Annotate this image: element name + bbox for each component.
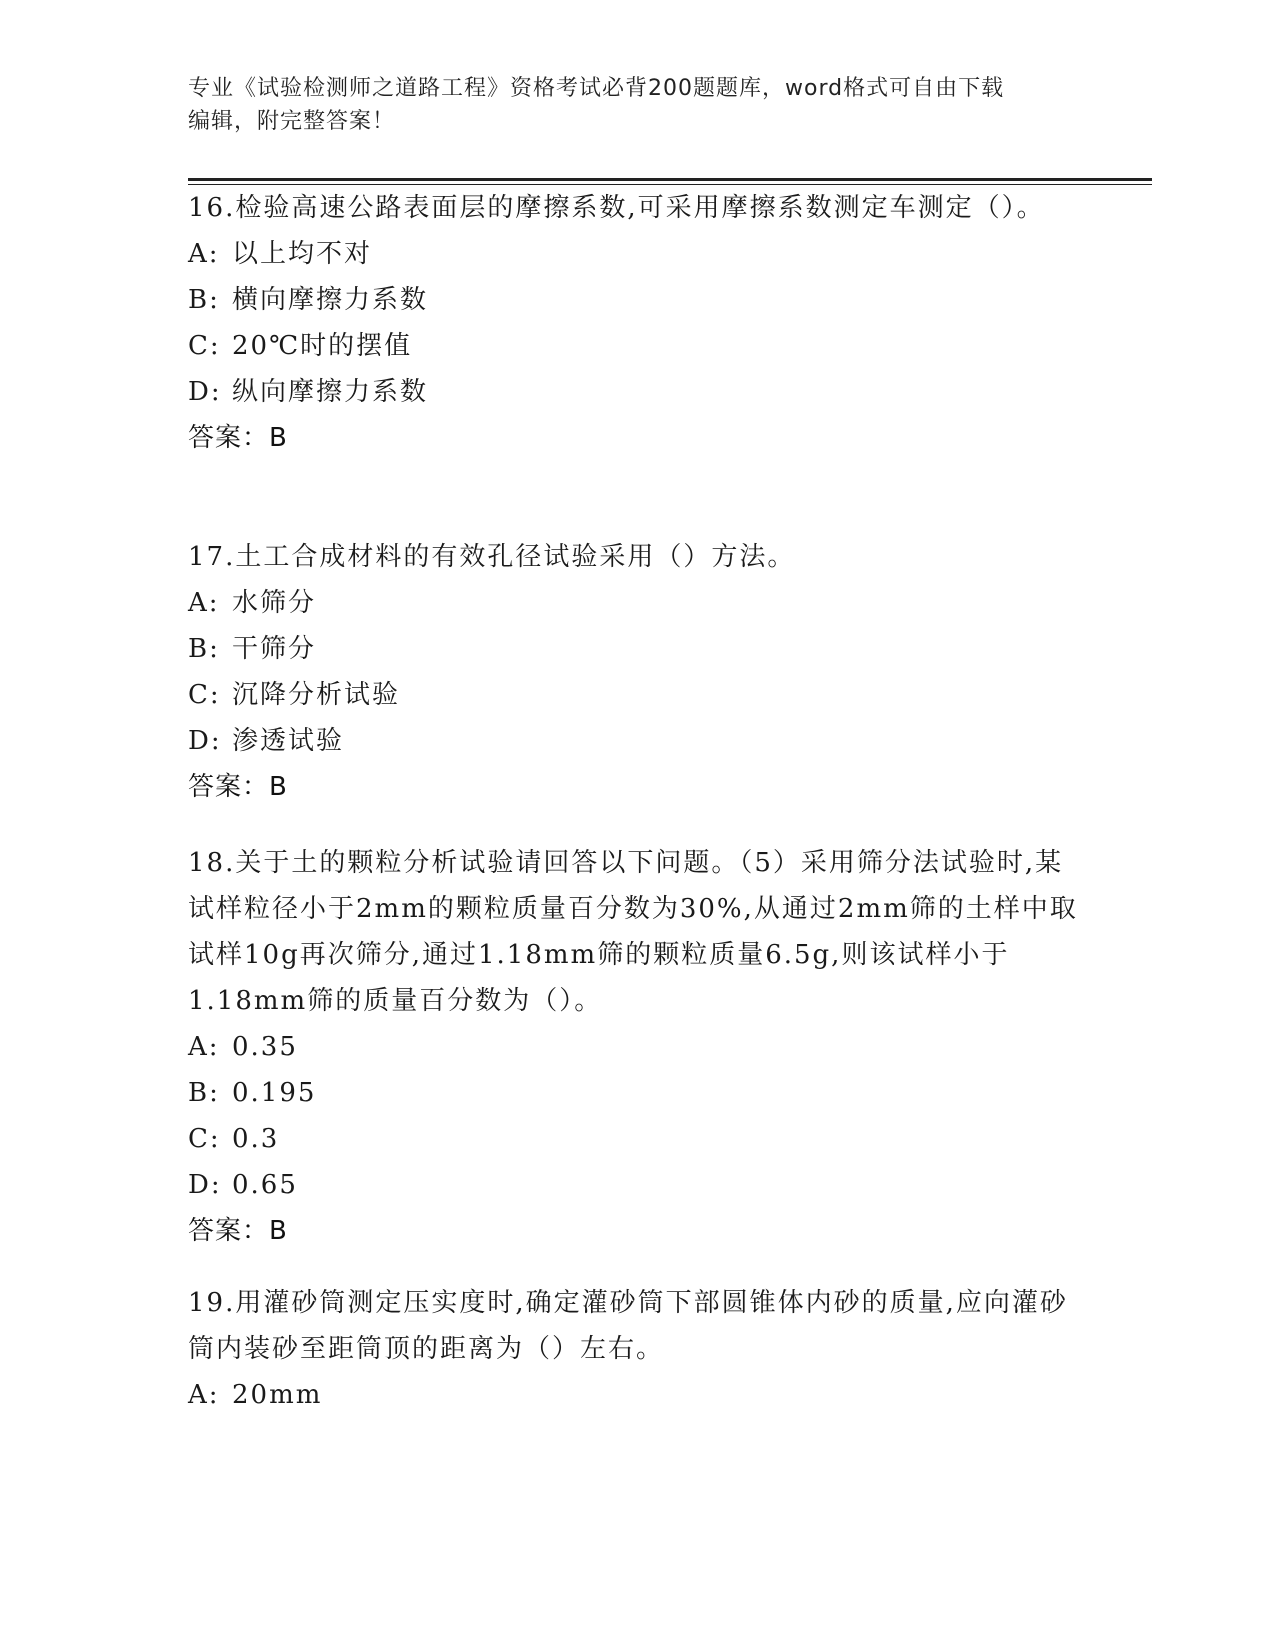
- option-text: 干筛分: [232, 634, 317, 664]
- option-letter: A:: [188, 1032, 220, 1062]
- answer-line: 答案：B: [188, 423, 288, 453]
- option-a: [188, 1372, 1088, 1418]
- option-text: 0.35: [232, 1032, 298, 1062]
- option-letter: B:: [188, 634, 220, 664]
- header-divider-thick: [188, 178, 1152, 181]
- question-stem: 17.土工合成材料的有效孔径试验采用（）方法。: [188, 542, 796, 572]
- option-b: [188, 277, 1088, 323]
- option-b: [188, 1070, 1088, 1116]
- option-text: 水筛分: [232, 588, 317, 618]
- question-stem: 16.检验高速公路表面层的摩擦系数,可采用摩擦系数测定车测定（）。: [188, 193, 1045, 223]
- question-18: [188, 840, 1088, 1254]
- option-a: [188, 1024, 1088, 1070]
- option-letter: A:: [188, 239, 220, 269]
- option-letter: C:: [188, 331, 221, 361]
- option-letter: A:: [188, 1380, 220, 1410]
- option-letter: D:: [188, 726, 222, 756]
- option-text: 渗透试验: [232, 726, 345, 756]
- option-c: [188, 323, 1088, 369]
- option-d: [188, 718, 1088, 764]
- option-d: [188, 369, 1088, 415]
- option-letter: D:: [188, 1170, 222, 1200]
- option-a: [188, 231, 1088, 277]
- option-c: [188, 672, 1088, 718]
- document-header: [188, 72, 1088, 138]
- question-19: [188, 1280, 1088, 1418]
- question-stem: 19.用灌砂筒测定压实度时,确定灌砂筒下部圆锥体内砂的质量,应向灌砂筒内装砂至距筒顶的距离为（）左右。: [188, 1288, 1068, 1364]
- option-letter: C:: [188, 1124, 221, 1154]
- option-c: [188, 1116, 1088, 1162]
- option-text: 0.65: [232, 1170, 298, 1200]
- question-stem: 18.关于土的颗粒分析试验请回答以下问题。（5）采用筛分法试验时,某试样粒径小于2mm的颗粒质量百分数为30%,从通过2mm筛的土样中取试样10g再次筛分,通过1.18mm筛的颗粒质量6.5g,则该试样小于1.18mm筛的质量百分数为（）。: [188, 848, 1078, 1016]
- option-text: 0.195: [232, 1078, 317, 1108]
- option-letter: D:: [188, 377, 222, 407]
- answer-line: 答案：B: [188, 1216, 288, 1246]
- option-text: 纵向摩擦力系数: [232, 377, 429, 407]
- option-letter: A:: [188, 588, 220, 618]
- header-line-2: 编辑，附完整答案！: [188, 109, 396, 134]
- option-text: 以上均不对: [232, 239, 373, 269]
- option-d: [188, 1162, 1088, 1208]
- option-letter: B:: [188, 285, 220, 315]
- option-text: 20mm: [232, 1380, 323, 1410]
- option-b: [188, 626, 1088, 672]
- option-a: [188, 580, 1088, 626]
- option-text: 横向摩擦力系数: [232, 285, 429, 315]
- option-text: 0.3: [232, 1124, 280, 1154]
- option-letter: B:: [188, 1078, 220, 1108]
- option-text: 20℃时的摆值: [232, 331, 413, 361]
- option-text: 沉降分析试验: [232, 680, 401, 710]
- option-letter: C:: [188, 680, 221, 710]
- question-17: [188, 534, 1088, 810]
- header-line-1: 专业《试验检测师之道路工程》资格考试必背200题题库，word格式可自由下载: [188, 76, 1005, 101]
- answer-line: 答案：B: [188, 772, 288, 802]
- question-16: [188, 185, 1088, 461]
